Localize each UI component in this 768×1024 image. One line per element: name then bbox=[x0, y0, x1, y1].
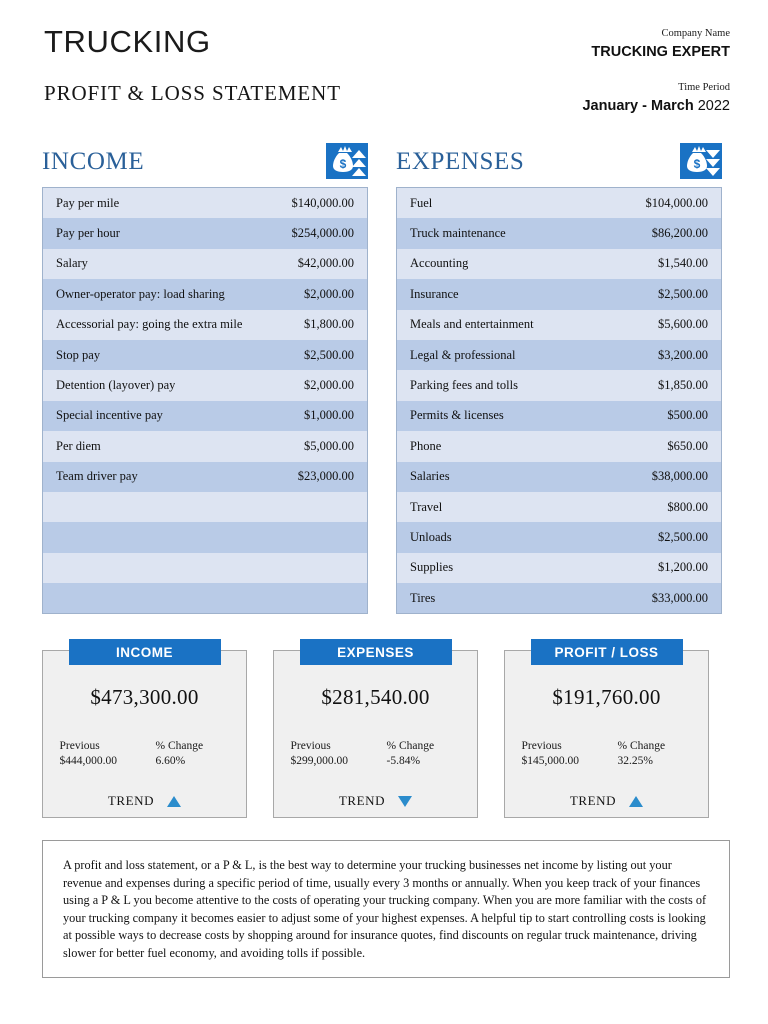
money-bag-up-arrow-icon bbox=[326, 143, 368, 179]
summary-metric bbox=[60, 740, 134, 767]
income-row-amount: $1,000.00 bbox=[304, 408, 354, 423]
expenses-row-amount: $38,000.00 bbox=[651, 469, 708, 484]
expenses-row-amount: $2,500.00 bbox=[658, 529, 708, 544]
previous-label: Previous bbox=[290, 740, 331, 753]
expenses-row-label: Parking fees and tolls bbox=[410, 378, 518, 393]
change-label: % Change bbox=[386, 740, 435, 753]
change-label: % Change bbox=[155, 740, 204, 753]
expenses-row-amount: $1,540.00 bbox=[658, 256, 708, 271]
table-row[interactable] bbox=[397, 249, 721, 279]
expenses-row-label: Supplies bbox=[410, 560, 454, 575]
expenses-table bbox=[396, 187, 722, 614]
table-row[interactable] bbox=[43, 279, 367, 309]
trend-down-arrow-icon bbox=[398, 796, 412, 807]
summary-card-total: $473,300.00 bbox=[90, 685, 199, 710]
table-row[interactable] bbox=[397, 522, 721, 552]
summary-metric bbox=[618, 740, 692, 767]
table-row[interactable] bbox=[43, 340, 367, 370]
table-row[interactable] bbox=[397, 279, 721, 309]
page-subtitle: PROFIT & LOSS STATEMENT bbox=[44, 81, 341, 105]
table-row[interactable] bbox=[397, 188, 721, 218]
income-table bbox=[42, 187, 368, 614]
summary-card-body bbox=[42, 650, 247, 818]
company-name-value: TRUCKING EXPERT bbox=[591, 43, 730, 60]
income-section bbox=[42, 140, 368, 614]
income-row-label: Owner-operator pay: load sharing bbox=[56, 286, 225, 301]
summary-card-title: PROFIT / LOSS bbox=[531, 639, 683, 665]
trend-up-arrow-icon bbox=[629, 796, 643, 807]
change-value: -5.84% bbox=[386, 755, 421, 768]
summary-card-body bbox=[273, 650, 478, 818]
previous-value: $145,000.00 bbox=[521, 755, 579, 768]
expenses-row-label: Truck maintenance bbox=[410, 226, 506, 241]
document-header bbox=[42, 22, 730, 130]
table-row[interactable] bbox=[397, 583, 721, 613]
change-label: % Change bbox=[617, 740, 666, 753]
expenses-row-amount: $1,850.00 bbox=[658, 378, 708, 393]
expenses-row-label: Accounting bbox=[410, 256, 469, 271]
income-row-label: Stop pay bbox=[56, 347, 101, 362]
time-period-range: January - March bbox=[582, 97, 694, 114]
table-row[interactable] bbox=[397, 370, 721, 400]
header-left bbox=[42, 22, 341, 104]
income-row-label: Team driver pay bbox=[56, 469, 138, 484]
svg-text:$: $ bbox=[339, 157, 347, 171]
expenses-section bbox=[396, 140, 722, 614]
change-value: 6.60% bbox=[155, 755, 186, 768]
expenses-row-label: Unloads bbox=[410, 529, 452, 544]
expenses-row-amount: $800.00 bbox=[667, 499, 708, 514]
previous-value: $299,000.00 bbox=[290, 755, 348, 768]
income-row-label: Per diem bbox=[56, 438, 101, 453]
page-title: TRUCKING bbox=[44, 24, 211, 59]
income-row-label: Salary bbox=[56, 256, 88, 271]
summary-cards bbox=[42, 639, 730, 818]
previous-label: Previous bbox=[521, 740, 562, 753]
time-period-year: 2022 bbox=[697, 97, 730, 114]
table-row[interactable] bbox=[43, 401, 367, 431]
table-row[interactable] bbox=[397, 492, 721, 522]
table-row[interactable] bbox=[43, 249, 367, 279]
table-row[interactable] bbox=[397, 310, 721, 340]
trend-row bbox=[43, 793, 246, 809]
info-note-box bbox=[42, 840, 730, 978]
table-row[interactable] bbox=[43, 583, 367, 613]
income-row-amount: $2,000.00 bbox=[304, 378, 354, 393]
table-row[interactable] bbox=[43, 188, 367, 218]
trend-label: TREND bbox=[107, 793, 155, 809]
income-row-amount: $1,800.00 bbox=[304, 317, 354, 332]
expenses-row-label: Travel bbox=[410, 499, 443, 514]
expenses-row-amount: $2,500.00 bbox=[658, 286, 708, 301]
summary-card bbox=[42, 639, 247, 818]
table-row[interactable] bbox=[397, 553, 721, 583]
table-row[interactable] bbox=[397, 340, 721, 370]
table-row[interactable] bbox=[43, 370, 367, 400]
summary-metric bbox=[156, 740, 230, 767]
expenses-row-amount: $86,200.00 bbox=[651, 226, 708, 241]
expenses-row-amount: $650.00 bbox=[667, 438, 708, 453]
table-row[interactable] bbox=[43, 218, 367, 248]
expenses-row-label: Fuel bbox=[410, 195, 433, 210]
table-row[interactable] bbox=[43, 492, 367, 522]
time-period-value bbox=[582, 98, 730, 115]
income-row-amount: $5,000.00 bbox=[304, 438, 354, 453]
summary-card bbox=[504, 639, 709, 818]
summary-card-body bbox=[504, 650, 709, 818]
expenses-row-amount: $104,000.00 bbox=[645, 195, 708, 210]
expenses-heading: EXPENSES bbox=[396, 147, 525, 175]
trend-label: TREND bbox=[338, 793, 386, 809]
table-row[interactable] bbox=[43, 553, 367, 583]
income-heading: INCOME bbox=[42, 147, 145, 175]
trend-label: TREND bbox=[569, 793, 617, 809]
income-row-amount: $42,000.00 bbox=[297, 256, 354, 271]
summary-card-metrics bbox=[274, 740, 477, 767]
expenses-row-amount: $500.00 bbox=[667, 408, 708, 423]
income-row-label: Accessorial pay: going the extra mile bbox=[56, 317, 243, 332]
income-row-amount: $254,000.00 bbox=[291, 226, 354, 241]
expenses-row-amount: $1,200.00 bbox=[658, 560, 708, 575]
expenses-section-header bbox=[396, 140, 722, 182]
income-row-amount: $2,000.00 bbox=[304, 286, 354, 301]
expenses-row-label: Insurance bbox=[410, 286, 459, 301]
company-block bbox=[582, 28, 730, 61]
income-row-label: Pay per hour bbox=[56, 226, 120, 241]
income-row-amount: $23,000.00 bbox=[297, 469, 354, 484]
previous-label: Previous bbox=[59, 740, 100, 753]
trend-up-arrow-icon bbox=[167, 796, 181, 807]
summary-card-title: EXPENSES bbox=[300, 639, 452, 665]
expenses-row-label: Tires bbox=[410, 590, 436, 605]
summary-metric bbox=[522, 740, 596, 767]
expenses-row-label: Phone bbox=[410, 438, 442, 453]
expenses-row-amount: $33,000.00 bbox=[651, 590, 708, 605]
expenses-row-label: Legal & professional bbox=[410, 347, 516, 362]
change-value: 32.25% bbox=[617, 755, 653, 768]
income-section-header bbox=[42, 140, 368, 182]
income-row-label: Detention (layover) pay bbox=[56, 378, 176, 393]
summary-card-metrics bbox=[43, 740, 246, 767]
table-row[interactable] bbox=[43, 462, 367, 492]
table-row[interactable] bbox=[43, 431, 367, 461]
summary-metric bbox=[387, 740, 461, 767]
table-row[interactable] bbox=[397, 401, 721, 431]
company-name-label: Company Name bbox=[661, 28, 730, 39]
money-bag-down-arrow-icon bbox=[680, 143, 722, 179]
expenses-row-label: Salaries bbox=[410, 469, 450, 484]
table-row[interactable] bbox=[43, 310, 367, 340]
summary-card bbox=[273, 639, 478, 818]
svg-text:$: $ bbox=[693, 157, 701, 171]
expenses-row-amount: $5,600.00 bbox=[658, 317, 708, 332]
income-row-amount: $2,500.00 bbox=[304, 347, 354, 362]
expenses-row-label: Permits & licenses bbox=[410, 408, 504, 423]
summary-card-total: $281,540.00 bbox=[321, 685, 430, 710]
header-right bbox=[582, 22, 730, 115]
income-row-label: Special incentive pay bbox=[56, 408, 163, 423]
table-row[interactable] bbox=[43, 522, 367, 552]
trend-row bbox=[274, 793, 477, 809]
summary-card-total: $191,760.00 bbox=[552, 685, 661, 710]
income-row-label: Pay per mile bbox=[56, 195, 120, 210]
table-row[interactable] bbox=[397, 218, 721, 248]
table-row[interactable] bbox=[397, 462, 721, 492]
time-period-block bbox=[582, 82, 730, 115]
table-row[interactable] bbox=[397, 431, 721, 461]
summary-card-metrics bbox=[505, 740, 708, 767]
statement-sections bbox=[42, 140, 730, 614]
trend-row bbox=[505, 793, 708, 809]
summary-metric bbox=[291, 740, 365, 767]
previous-value: $444,000.00 bbox=[59, 755, 117, 768]
info-note-text: A profit and loss statement, or a P & L, is the best way to determine your trucking businesses net income by listing out your revenue and expenses during a specific period of time, usually every 3 months or annually. When you keep track of your finances using a P & L you become attentive to the costs of operating your trucking company. When you are more familiar with the costs of your trucking company it becomes easier to adjust some of your highest expenses. A helpful tip to start controlling costs is looking at possible ways to decrease costs by shopping around for insurance quotes, find discounts on regular truck maintenance, driving slower for better fuel economy, and avoiding tolls if possible. bbox=[63, 858, 707, 960]
time-period-label: Time Period bbox=[678, 81, 730, 93]
summary-card-title: INCOME bbox=[69, 639, 221, 665]
expenses-row-label: Meals and entertainment bbox=[410, 317, 534, 332]
expenses-row-amount: $3,200.00 bbox=[658, 347, 708, 362]
income-row-amount: $140,000.00 bbox=[291, 195, 354, 210]
